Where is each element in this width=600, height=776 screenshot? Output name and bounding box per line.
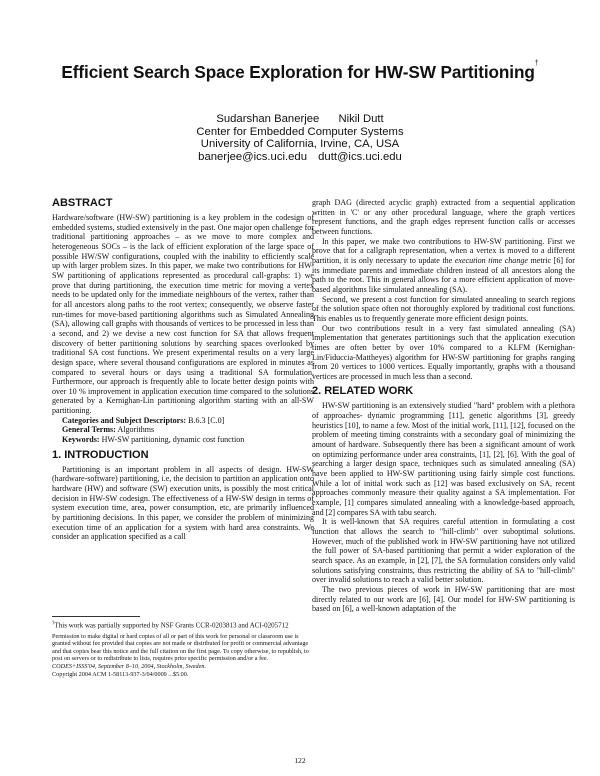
author-block <box>0 113 600 163</box>
keywords-line <box>52 435 314 445</box>
general-terms-line <box>52 425 314 435</box>
intro-p2-emphasis: execution time change <box>454 255 528 265</box>
author-name-1: Sudarshan Banerjee <box>216 113 320 125</box>
intro-p2-start: In this paper, we make two contributions to HW-SW partitioning. First we prove that for a callgraph representation, when a vertex is moved to a different partition, it is only necessary to update the <box>312 236 575 265</box>
author-emails <box>0 151 600 164</box>
abstract-heading: ABSTRACT <box>52 197 113 209</box>
affiliation-line-2: University of California, Irvine, CA, USA <box>200 138 400 151</box>
keywords-value: HW-SW partitioning, dynamic cost function <box>101 435 245 445</box>
intro-paragraph-4: Our two contributions result in a very fast simulated annealing (SA) implementation that generates partitionings such that the application execution times are often better by over 10% compared to a KLFM (Kernighan-Lin/Fiduccia-Mattheyes) algorithm for HW-SW partitioning for graphs ranging from 20 vertices to 1000 vertices. Equally importantly, graphs with a thousand vertices are processed in much less than a second. <box>312 323 575 381</box>
intro-paragraph-3: Second, we present a cost function for simulated annealing to search regions of the solution space often not thoroughly explored by traditional cost functions. This enables us to frequently generate more efficient design points. <box>312 294 575 323</box>
venue-line <box>52 663 314 671</box>
abstract-text: Hardware/software (HW-SW) partitioning is a key problem in the codesign of embedded systems, studied extensively in the past. One major open challenge for traditional partitioning approaches – as we move to more complex and heterogeneous SOCs – is the lack of efficient exploration of the large space of possible HW/SW configurations, coupled with the inability to efficiently scale up with larger problem sizes. In this paper, we make two contributions for HW-SW partitioning of applications represented as procedural call-graphs: 1) we prove that during partitioning, the execution time metric for moving a vertex needs to be updated only for the immediate neighbours of the vertex, rather than for all ancestors along paths to the root vertex; consequently, we observe faster run-times for move-based partitioning algorithms such as Simulated Annealing (SA), allowing call graphs with thousands of vertices to be processed in less than a second, and 2) we devise a new cost function for SA that allows frequent discovery of better partitioning solutions by searching spaces overlooked by traditional SA cost functions. We present experimental results on a very large design space, where several thousand configurations are explored in minutes as compared to several hours or days using a traditional SA formulation. Furthermore, our approach is frequently able to locate better design points with over 10 % improvement in application execution time compared to the solutions generated by a Kernighan-Lin partitioning algorithm starting with an all-SW partitioning. <box>52 213 314 416</box>
grant-footnote-text: This work was partially supported by NSF Grants CCR-0203813 and ACI-0205712 <box>54 621 289 630</box>
introduction-paragraph: Partitioning is an important problem in all aspects of design. HW-SW (hardware-software) partitioning, i.e, the decision to partition an application onto hardware (HW) and software (SW) execution units, is possibly the most critical decision in HW-SW codesign. The effectiveness of a HW-SW design in terms of system execution time, area, power consumption, etc, are primarily influenced by partitioning decisions. In this paper, we consider the problem of minimizing execution time of an application for a system with hard area constraints. We consider an application specified as a call <box>52 464 314 542</box>
title-footnote-mark: † <box>534 60 539 67</box>
intro-paragraph-2 <box>312 237 575 295</box>
related-work-paragraph-3: The two previous pieces of work in HW-SW partitioning that are most directly related to our work are [6], [4]. Our model for HW-SW partitioning is based on [6], a well-known adaptation of the <box>312 584 575 614</box>
related-work-paragraph-1: HW-SW partitioning is an extensively studied "hard" problem with a plethora of approaches- dynamic programming [11], genetic algorithms [3], greedy heuristics [10], to name a few. Most of the initial work, [11], [12], focused on the problem of meeting timing constraints with a secondary goal of minimizing the amount of hardware. Subsequently there has been a significant amount of work on optimizing performance under area constraints, [1], [2], [6]. With the goal of searching a larger design space, techniques such as simulated annealing (SA) have been applied to HW-SW partitioning using fairly simple cost functions. While a lot of initial work such as [12] was based exclusively on SA, recent approaches commonly measure their quality against a SA implementation. For example, [1] compares simulated annealing with a knowledge-based approach, and [2] compares SA with tabu search. <box>312 401 575 517</box>
paper-title-text: Efficient Search Space Exploration for HW-SW Partitioning <box>61 62 535 82</box>
author-name-2: Nikil Dutt <box>338 113 384 125</box>
venue-text: CODES+ISSS'04, September 8–10, 2004, Stockholm, Sweden. <box>52 662 206 670</box>
left-column <box>52 197 314 542</box>
general-terms-label: General Terms: <box>62 425 116 435</box>
intro-continuation: graph DAG (directed acyclic graph) extracted from a sequential application written in 'C' or any other procedural language, where the graph vertices represent functions, and the graph edges represent function calls or accesses between functions. <box>312 198 575 236</box>
categories-label: Categories and Subject Descriptors: <box>62 415 187 425</box>
related-work-heading: 2. RELATED WORK <box>312 385 414 398</box>
intro-p2-rest: metric [6] for its immediate parents and immediate children instead of all ancestors along the path to the root. This in general allows for a more efficient application of move-based algorithms like simulated annealing (SA). <box>312 255 575 294</box>
categories-value: B.6.3 [C.0] <box>188 415 225 425</box>
copyright-line: Copyright 2004 ACM 1-58113-937-3/04/0009 ...$5.00. <box>52 670 189 678</box>
right-column <box>312 198 575 614</box>
first-page-footnote <box>52 616 314 678</box>
grant-footnote-mark: † <box>52 621 55 626</box>
related-work-paragraph-2: It is well-known that SA requires careful attention in formulating a cost function that allows the search to "hill-climb" over suboptimal solutions. However, much of the published work in HW-SW partitioning have not utilized the full power of SA-based partitioning that permit a wider exploration of the search space. As an example, in [2], [7], the SA formulation considers only valid solutions satisfying constraints, thus restricting the ability of SA to "hill-climb" over invalid solutions to reach a valid better solution. <box>312 517 575 585</box>
keywords-label: Keywords: <box>62 435 100 445</box>
introduction-heading: 1. INTRODUCTION <box>52 448 149 461</box>
paper-title <box>0 62 600 83</box>
author-names <box>0 113 600 126</box>
affiliation-line-1: Center for Embedded Computer Systems <box>196 125 404 138</box>
permission-notice: Permission to make digital or hard copies of all or part of this work for personal or classroom use is granted without fee provided that copies are not made or distributed for profit or commercial advantage and that copies bear this notice and the full citation on the first page. To copy otherwise, to republish, to post on servers or to redistribute to lists, requires prior specific permission and/or a fee. <box>52 632 309 663</box>
general-terms-value: Algorithms <box>117 425 155 435</box>
footnote-rule <box>52 616 140 617</box>
page-number: 122 <box>294 756 306 765</box>
categories-line <box>52 416 314 426</box>
author-email-2: dutt@ics.uci.edu <box>318 150 402 163</box>
author-email-1: banerjee@ics.uci.edu <box>198 150 307 163</box>
grant-footnote <box>52 620 314 630</box>
